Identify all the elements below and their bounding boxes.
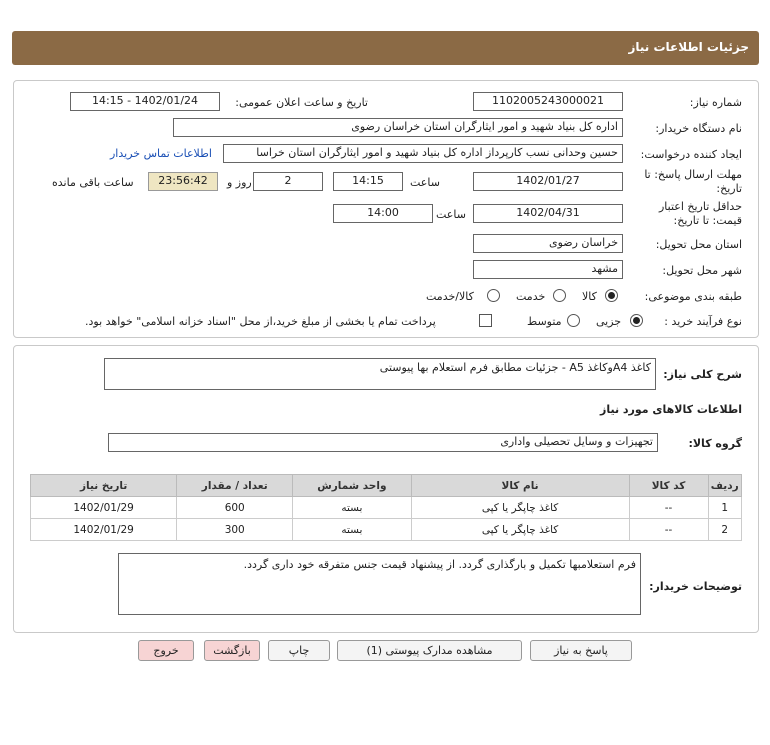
cell-unit: بسته	[293, 519, 411, 541]
exit-button[interactable]: خروج	[138, 640, 194, 661]
cell-name: کاغذ چاپگر یا کپی	[411, 519, 629, 541]
process-option-medium: متوسط	[527, 315, 562, 328]
cell-code: --	[629, 497, 708, 519]
days-label: روز و	[227, 176, 252, 189]
deadline-label: مهلت ارسال پاسخ: تا	[644, 168, 742, 181]
treasury-text: پرداخت تمام یا بخشی از مبلغ خرید،از محل "اسناد خزانه اسلامی" خواهد بود.	[85, 315, 436, 328]
cell-unit: بسته	[293, 497, 411, 519]
province-field: خراسان رضوی	[473, 234, 623, 253]
city-field: مشهد	[473, 260, 623, 279]
creator-label: ایجاد کننده درخواست:	[640, 148, 742, 161]
category-option-service: خدمت	[516, 290, 546, 303]
summary-label: شرح کلی نیاز:	[663, 368, 742, 381]
category-radio-both[interactable]	[487, 289, 500, 302]
category-option-both: کالا/خدمت	[426, 290, 474, 303]
goods-info-title: اطلاعات کالاهای مورد نیاز	[600, 403, 742, 416]
treasury-checkbox[interactable]	[479, 314, 492, 327]
process-label: نوع فرآیند خرید :	[664, 315, 742, 328]
back-button[interactable]: بازگشت	[204, 640, 260, 661]
cell-code: --	[629, 519, 708, 541]
cell-name: کاغذ چاپگر یا کپی	[411, 497, 629, 519]
table-row	[31, 497, 742, 519]
creator-field: حسین وحدانی نسب کارپرداز اداره کل بنیاد شهید و امور ایثارگران استان خراسا	[223, 144, 623, 163]
view-documents-button[interactable]: مشاهده مدارک پیوستی (1)	[337, 640, 522, 661]
buyer-field: اداره کل بنیاد شهید و امور ایثارگران استان خراسان رضوی	[173, 118, 623, 137]
goods-group-label: گروه کالا:	[688, 437, 742, 450]
cell-qty: 300	[177, 519, 293, 541]
deadline-time-label: ساعت	[410, 176, 440, 189]
cell-row: 1	[708, 497, 742, 519]
col-date: تاریخ نیاز	[31, 475, 177, 497]
deadline-time-field: 14:15	[333, 172, 403, 191]
buyer-label: نام دستگاه خریدار:	[655, 122, 742, 135]
table-row	[31, 519, 742, 541]
col-unit: واحد شمارش	[293, 475, 411, 497]
deadline-date-field: 1402/01/27	[473, 172, 623, 191]
need-number-label: شماره نیاز:	[689, 96, 742, 109]
validity-label: حداقل تاریخ اعتبار	[658, 200, 742, 213]
validity-time-field: 14:00	[333, 204, 433, 223]
col-code: کد کالا	[629, 475, 708, 497]
province-label: استان محل تحویل:	[655, 238, 742, 251]
buyer-notes-field: فرم استعلامبها تکمیل و بارگذاری گردد. از پیشنهاد قیمت جنس متفرقه خود داری گردد.	[118, 553, 641, 615]
cell-row: 2	[708, 519, 742, 541]
category-radio-goods[interactable]	[605, 289, 618, 302]
deadline-label-date: تاریخ:	[716, 182, 742, 195]
category-option-goods: کالا	[582, 290, 597, 303]
page-title: جزئیات اطلاعات نیاز	[628, 40, 749, 54]
contact-buyer-link[interactable]: اطلاعات تماس خریدار	[110, 147, 212, 160]
col-name: نام کالا	[411, 475, 629, 497]
announce-label: تاریخ و ساعت اعلان عمومی:	[235, 96, 368, 109]
process-radio-minor[interactable]	[630, 314, 643, 327]
goods-group-field: تجهیزات و وسایل تحصیلی واداری	[108, 433, 658, 452]
col-row: ردیف	[708, 475, 742, 497]
validity-time-label: ساعت	[436, 208, 466, 221]
category-radio-service[interactable]	[553, 289, 566, 302]
remaining-label: ساعت باقی مانده	[52, 176, 134, 189]
goods-table	[30, 474, 742, 541]
process-radio-medium[interactable]	[567, 314, 580, 327]
buyer-notes-label: توضیحات خریدار:	[649, 580, 742, 593]
days-field: 2	[253, 172, 323, 191]
cell-qty: 600	[177, 497, 293, 519]
category-label: طبقه بندی موضوعی:	[644, 290, 742, 303]
city-label: شهر محل تحویل:	[662, 264, 742, 277]
goods-table-header	[31, 475, 742, 497]
need-number-field: 1102005243000021	[473, 92, 623, 111]
validity-label-date: قیمت: تا تاریخ:	[673, 214, 742, 227]
col-qty: تعداد / مقدار	[177, 475, 293, 497]
summary-field: کاغذ A4وکاغذ A5 - جزئیات مطابق فرم استعلام بها پیوستی	[104, 358, 656, 390]
print-button[interactable]: چاپ	[268, 640, 330, 661]
cell-date: 1402/01/29	[31, 519, 177, 541]
process-option-minor: جزیی	[596, 315, 622, 328]
page-title-bar	[12, 31, 759, 65]
remaining-time-field: 23:56:42	[148, 172, 218, 191]
validity-date-field: 1402/04/31	[473, 204, 623, 223]
reply-button[interactable]: پاسخ به نیاز	[530, 640, 632, 661]
announce-field: 1402/01/24 - 14:15	[70, 92, 220, 111]
cell-date: 1402/01/29	[31, 497, 177, 519]
